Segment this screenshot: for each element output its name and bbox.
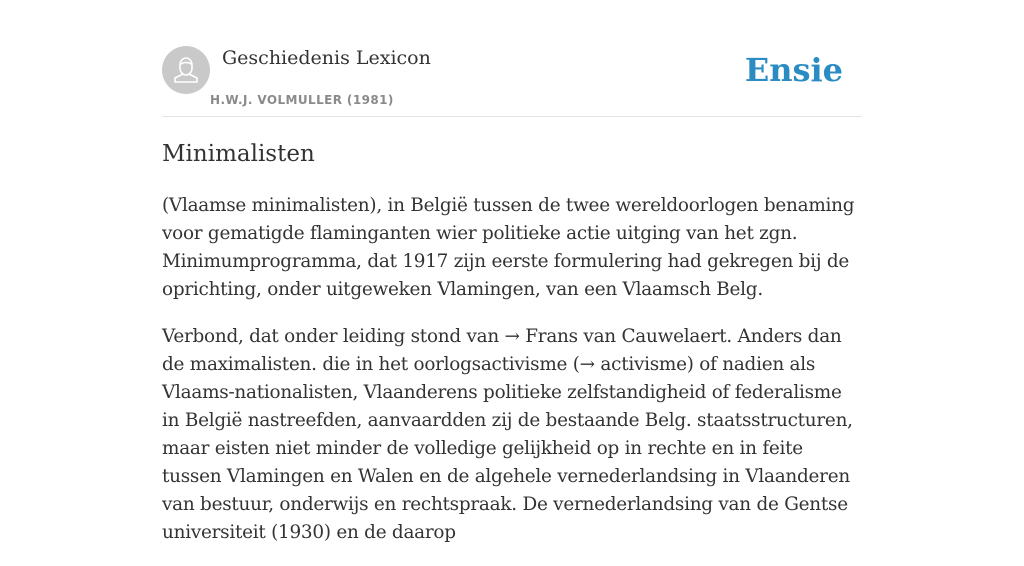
ensie-logo-link[interactable]: Ensie (744, 51, 843, 89)
article-paragraph: Verbond, dat onder leiding stond van → Frans van Cauwelaert. Anders dan de maximalisten. die in het oorlogsactivisme (→ activisme) of nadien als Vlaams-nationalisten, Vlaanderens politieke zelfstandigheid of federalisme in België nastreefden, aanvaardden zij de bestaande Belg. staatsstructuren, maar eisten niet minder de volledige gelijkheid op in rechte en in feite tussen Vlamingen en Walen en de algehele vernederlandsing in Vlaanderen van bestuur, onderwijs en rechtspraak. De vernederlandsing van de Gentse universiteit (1930) en de daarop (162, 326, 853, 543)
article-paragraph: (Vlaamse minimalisten), in België tussen de twee wereldoorlogen benaming voor gematigde flaminganten wier politieke actie uitging van het zgn. Minimumprogramma, dat 1917 zijn eerste formulering had gekregen bij de oprichting, onder uitgeweken Vlamingen, van een Vlaamsch Belg. (162, 195, 855, 300)
header (162, 46, 862, 117)
article-body (162, 192, 862, 566)
author-link[interactable]: H.W.J. VOLMULLER (1981) (210, 93, 394, 107)
user-avatar-icon[interactable] (162, 46, 210, 94)
lexicon-title-link[interactable]: Geschiedenis Lexicon (222, 47, 431, 69)
article-title: Minimalisten (162, 141, 315, 167)
